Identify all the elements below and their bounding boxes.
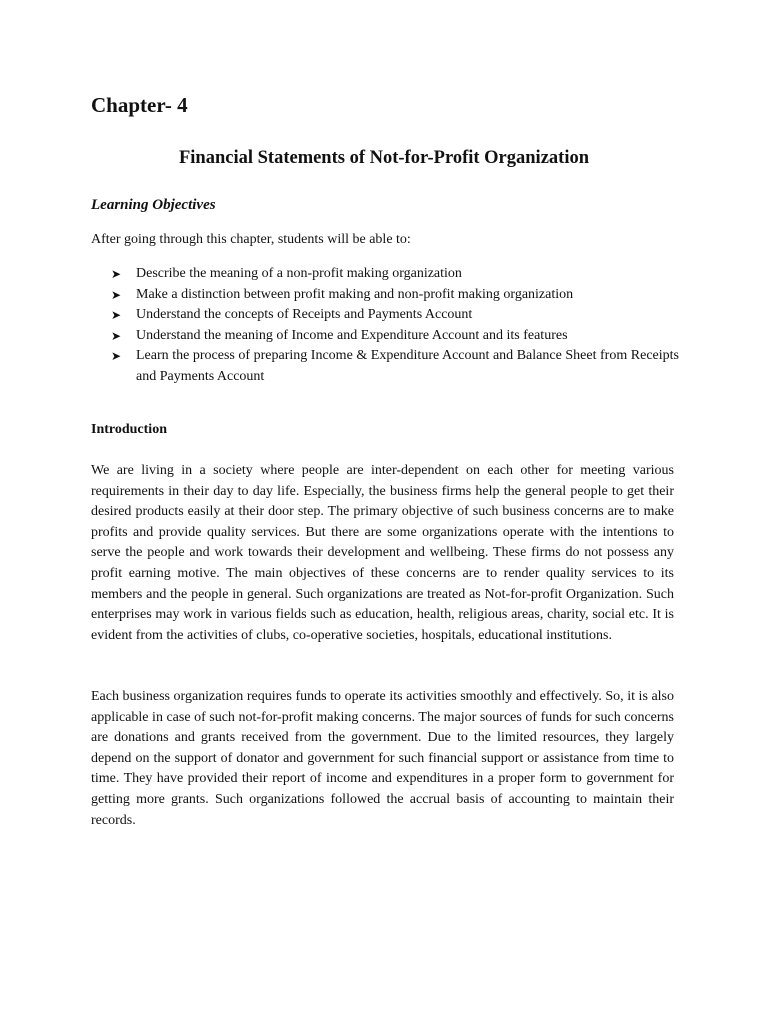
objective-text: Make a distinction between profit making and non-profit making organization bbox=[136, 286, 574, 302]
learning-objectives-heading: Learning Objectives bbox=[91, 197, 216, 213]
objective-item bbox=[91, 305, 679, 326]
arrow-bullet-icon: ➤ bbox=[111, 308, 122, 323]
objective-item bbox=[91, 346, 679, 387]
introduction-heading: Introduction bbox=[91, 422, 167, 437]
introduction-paragraph: We are living in a society where people are inter-dependent on each other for meeting various requirements in their day to day life. Especially, the business firms help the general people to get their desired products easily at their door step. The primary objective of such business concerns are to make profits and provide quality services. But there are some organizations operate with the intentions to serve the people and work towards their development and wellbeing. These firms do not possess any profit earning motive. The main objectives of these concerns are to render quality services to its members and the people in general. Such organizations are treated as Not-for-profit Organization. Such enterprises may work in various fields such as education, health, religious areas, charity, social etc. It is evident from the activities of clubs, co-operative societies, hospitals, educational institutions. bbox=[91, 463, 674, 643]
chapter-number: Chapter- 4 bbox=[91, 93, 188, 117]
objective-item bbox=[91, 326, 679, 347]
objective-item bbox=[91, 264, 679, 285]
arrow-bullet-icon: ➤ bbox=[111, 328, 122, 343]
objective-item bbox=[91, 285, 679, 306]
arrow-bullet-icon: ➤ bbox=[111, 349, 122, 364]
objective-text: Learn the process of preparing Income & Expenditure Account and Balance Sheet from Receipts and Payments Account bbox=[136, 348, 679, 384]
arrow-bullet-icon: ➤ bbox=[111, 267, 122, 281]
objectives-intro: After going through this chapter, students will be able to: bbox=[91, 232, 411, 247]
arrow-bullet-icon: ➤ bbox=[111, 287, 122, 302]
chapter-title: Financial Statements of Not-for-Profit Organization bbox=[178, 148, 589, 168]
objective-text: Describe the meaning of a non-profit making organization bbox=[136, 266, 462, 281]
introduction-paragraph: Each business organization requires funds to operate its activities smoothly and effectively. So, it is also applicable in case of such not-for-profit making concerns. The major sources of funds for such concerns are donations and grants received from the government. Due to the limited resources, they largely depend on the support of donator and government for such financial support or assistance from time to time. They have provided their report of income and expenditures in a proper form to government for getting more grants. Such organizations followed the accrual basis of accounting to maintain their records. bbox=[91, 689, 674, 828]
objective-text: Understand the meaning of Income and Expenditure Account and its features bbox=[136, 327, 568, 343]
objective-text: Understand the concepts of Receipts and Payments Account bbox=[136, 307, 473, 323]
objectives-list bbox=[91, 264, 679, 388]
